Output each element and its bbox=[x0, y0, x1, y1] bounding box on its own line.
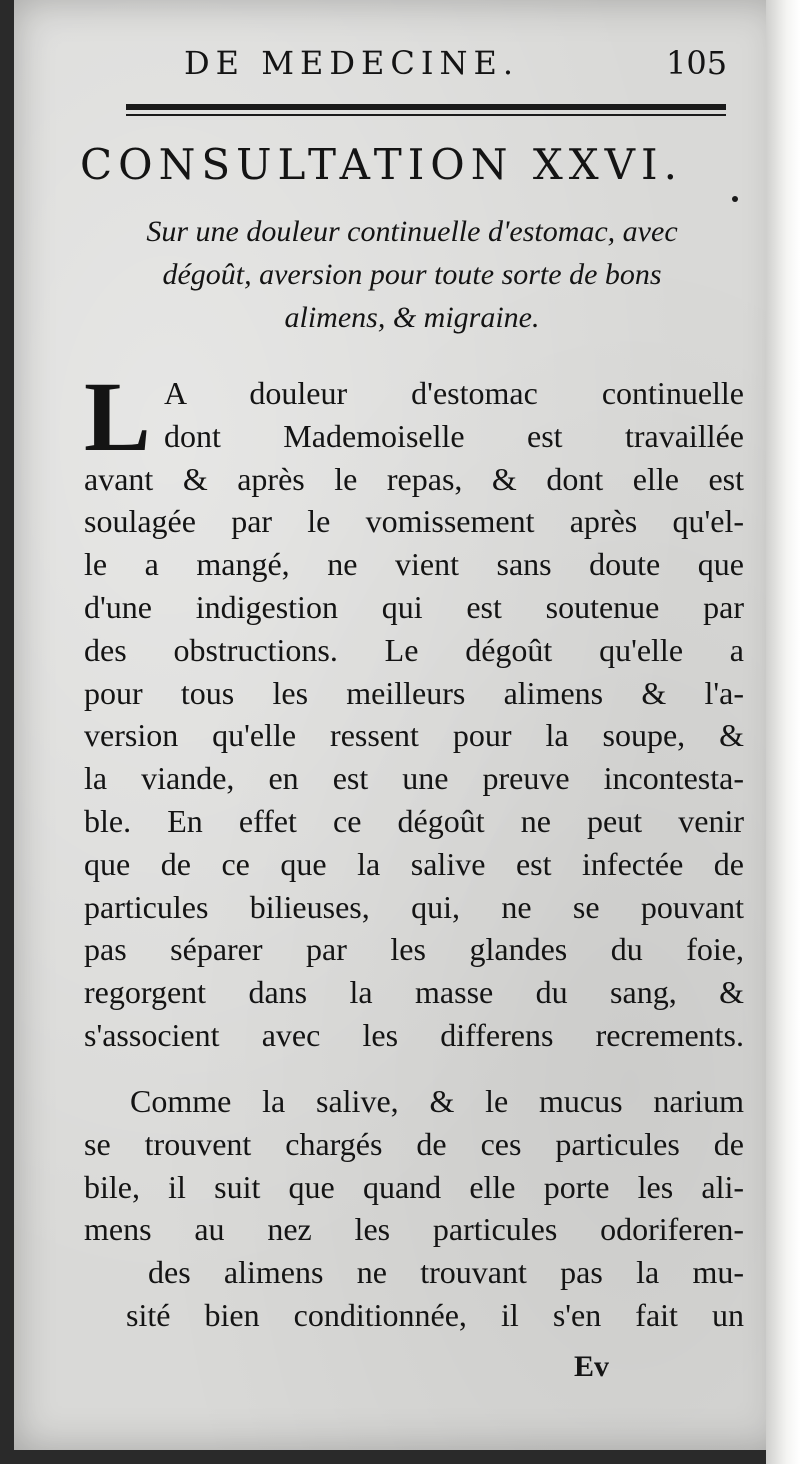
header-rule-thin bbox=[126, 114, 726, 116]
text-line: la viande, en est une preuve incontesta- bbox=[84, 760, 744, 797]
text-line: pas séparer par les glandes du foie, bbox=[84, 931, 744, 968]
text-line: avant & après le repas, & dont elle est bbox=[84, 460, 744, 497]
page-number: 105 bbox=[666, 44, 728, 82]
subtitle-line: alimens, & migraine. bbox=[284, 301, 540, 334]
subtitle-line: Sur une douleur continuelle d'estomac, avec bbox=[146, 215, 678, 248]
text-line: d'une indigestion qui est soutenue par bbox=[84, 588, 744, 625]
paragraph-1 bbox=[84, 361, 744, 1057]
text-line: s'associent avec les differens recrements. bbox=[84, 1016, 744, 1053]
text-line: sité bien conditionnée, il s'en fait un bbox=[126, 1296, 744, 1333]
text-line: ble. En effet ce dégoût ne peut venir bbox=[84, 802, 744, 839]
paragraph-2 bbox=[84, 1080, 744, 1337]
signature-mark: Ev bbox=[574, 1350, 610, 1383]
text-line: des alimens ne trouvant pas la mu- bbox=[148, 1254, 744, 1291]
running-head: DE MEDECINE. bbox=[184, 44, 519, 82]
text-line: Comme la salive, & le mucus narium bbox=[130, 1083, 744, 1119]
drop-cap: L bbox=[84, 361, 151, 472]
ink-dot bbox=[732, 196, 738, 202]
page-edge bbox=[766, 0, 800, 1464]
text-line: mens au nez les particules odoriferen- bbox=[84, 1211, 744, 1248]
text-line: particules bilieuses, qui, ne se pouvant bbox=[84, 888, 744, 925]
text-line: que de ce que la salive est infectée de bbox=[84, 845, 744, 882]
header-rule-thick bbox=[126, 104, 726, 110]
book-page bbox=[14, 0, 784, 1450]
text-line: regorgent dans la masse du sang, & bbox=[84, 974, 744, 1011]
consultation-title: CONSULTATION XXVI. bbox=[80, 140, 683, 189]
text-line: le a mangé, ne vient sans doute que bbox=[84, 546, 744, 583]
subtitle-line: dégoût, aversion pour toute sorte de bons bbox=[162, 258, 662, 291]
text-line: soulagée par le vomissement après qu'el- bbox=[84, 503, 744, 540]
text-line: pour tous les meilleurs alimens & l'a- bbox=[84, 674, 744, 711]
text-line: version qu'elle ressent pour la soupe, & bbox=[84, 717, 744, 754]
text-line: A douleur d'estomac continuelle bbox=[164, 375, 744, 411]
text-line: bile, il suit que quand elle porte les ali- bbox=[84, 1168, 744, 1205]
text-line: se trouvent chargés de ces particules de bbox=[84, 1125, 744, 1162]
text-line: dont Mademoiselle est travaillée bbox=[164, 417, 744, 454]
text-line: des obstructions. Le dégoût qu'elle a bbox=[84, 631, 744, 668]
consultation-subtitle bbox=[74, 210, 750, 339]
